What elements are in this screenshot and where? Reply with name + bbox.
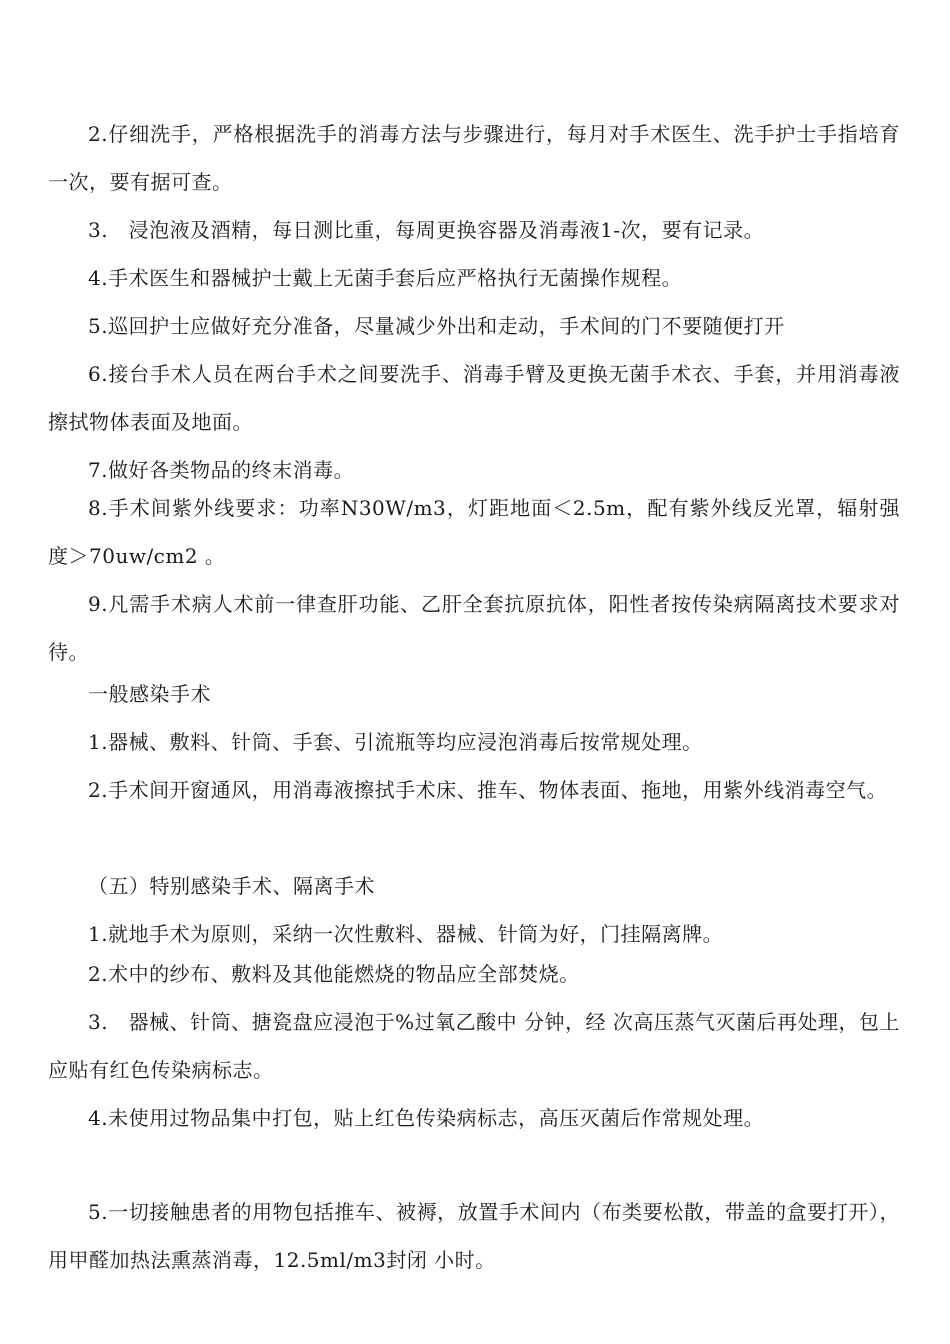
paragraph-instrument-soaking: 3. 器械、针筒、搪瓷盘应浸泡于%过氧乙酸中 分钟，经 次高压蒸气灭菌后再处理，包上应贴有红色传染病标志。: [48, 1010, 900, 1082]
paragraph-preoperative-tests: 9.凡需手术病人术前一律查肝功能、乙肝全套抗原抗体，阳性者按传染病隔离技术要求对待。: [48, 592, 900, 664]
paragraph-circulating-nurse: 5.巡回护士应做好充分准备，尽量减少外出和走动，手术间的门不要随便打开: [88, 314, 785, 338]
paragraph-unused-items: 4.未使用过物品集中打包，贴上红色传染病标志，高压灭菌后作常规处理。: [88, 1106, 765, 1130]
paragraph-room-ventilation: 2.手术间开窗通风，用消毒液擦拭手术床、推车、物体表面、拖地，用紫外线消毒空气。: [88, 778, 888, 802]
section-heading-general-infection: 一般感染手术: [88, 682, 211, 706]
paragraph-consecutive-surgery: 6.接台手术人员在两台手术之间要洗手、消毒手臂及更换无菌手术衣、手套，并用消毒液擦拭物体表面及地面。: [48, 362, 900, 434]
paragraph-terminal-disinfection: 7.做好各类物品的终末消毒。: [88, 458, 355, 482]
section-heading-special-infection: （五）特别感染手术、隔离手术: [88, 874, 375, 898]
paragraph-soaking-solution: 3. 浸泡液及酒精，每日测比重，每周更换容器及消毒液1-次，要有记录。: [88, 218, 765, 242]
paragraph-sterile-gloves: 4.手术医生和器械护士戴上无菌手套后应严格执行无菌操作规程。: [88, 266, 683, 290]
paragraph-fumigation: 5.一切接触患者的用物包括推车、被褥，放置手术间内（布类要松散，带盖的盒要打开），用甲醛加热法熏蒸消毒，12.5ml/m3封闭 小时。: [48, 1200, 900, 1272]
paragraph-hand-washing: 2.仔细洗手，严格根据洗手的消毒方法与步骤进行，每月对手术医生、洗手护士手指培育一次，要有据可查。: [48, 122, 900, 194]
paragraph-instruments-handling: 1.器械、敷料、针筒、手套、引流瓶等均应浸泡消毒后按常规处理。: [88, 730, 703, 754]
paragraph-incineration: 2.术中的纱布、敷料及其他能燃烧的物品应全部焚烧。: [88, 962, 580, 986]
paragraph-ultraviolet-requirements: 8.手术间紫外线要求：功率N30W/m3，灯距地面＜2.5m，配有紫外线反光罩，辐射强度＞70uw/cm2 。: [48, 496, 900, 568]
paragraph-on-site-surgery: 1.就地手术为原则，采纳一次性敷料、器械、针筒为好，门挂隔离牌。: [88, 922, 724, 946]
